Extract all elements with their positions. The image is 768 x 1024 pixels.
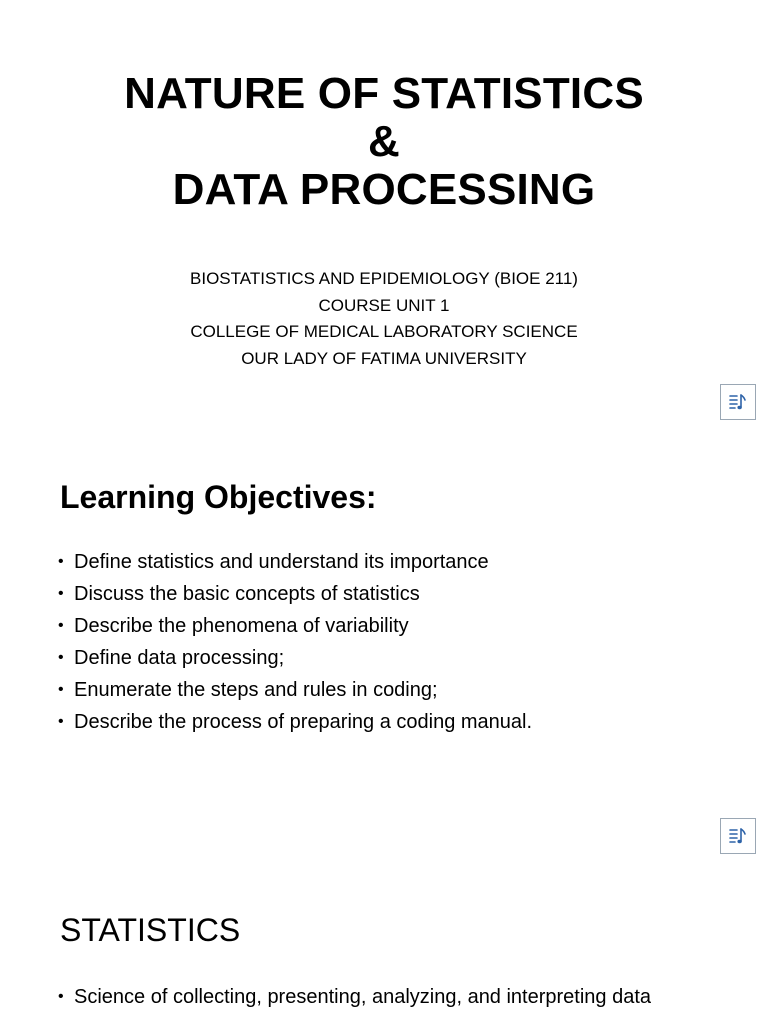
subtitle-line-2: COURSE UNIT 1: [318, 295, 450, 315]
list-item: • Define statistics and understand its importance: [58, 546, 532, 578]
slide-title-line-2: &: [368, 117, 400, 166]
list-item: • Science of collecting, presenting, analyzing, and interpreting data: [58, 986, 714, 1008]
audio-notes-glyph: [728, 392, 748, 412]
subtitle-line-4: OUR LADY OF FATIMA UNIVERSITY: [241, 348, 527, 368]
subtitle-line-1: BIOSTATISTICS AND EPIDEMIOLOGY (BIOE 211): [190, 269, 578, 288]
objectives-list: [58, 546, 532, 738]
list-item: • Describe the phenomena of variability: [58, 610, 532, 642]
audio-notes-icon[interactable]: [720, 384, 756, 420]
audio-notes-icon[interactable]: [720, 818, 756, 854]
subtitle-line-3: COLLEGE OF MEDICAL LABORATORY SCIENCE: [190, 322, 578, 341]
list-item: • Define data processing;: [58, 642, 532, 674]
slide-title-line-3: DATA PROCESSING: [172, 165, 596, 214]
title-slide: [0, 70, 768, 214]
subtitle-block: [0, 266, 768, 372]
list-item: • Describe the process of preparing a coding manual.: [58, 706, 532, 738]
objectives-heading: Learning Objectives:: [60, 479, 377, 515]
list-item: • Enumerate the steps and rules in coding;: [58, 674, 532, 706]
audio-notes-glyph: [728, 826, 748, 846]
list-item: • Discuss the basic concepts of statistics: [58, 578, 532, 610]
slide-title-line-1: NATURE OF STATISTICS: [124, 69, 644, 118]
statistics-heading: STATISTICS: [60, 912, 241, 948]
statistics-list: [58, 986, 714, 1008]
